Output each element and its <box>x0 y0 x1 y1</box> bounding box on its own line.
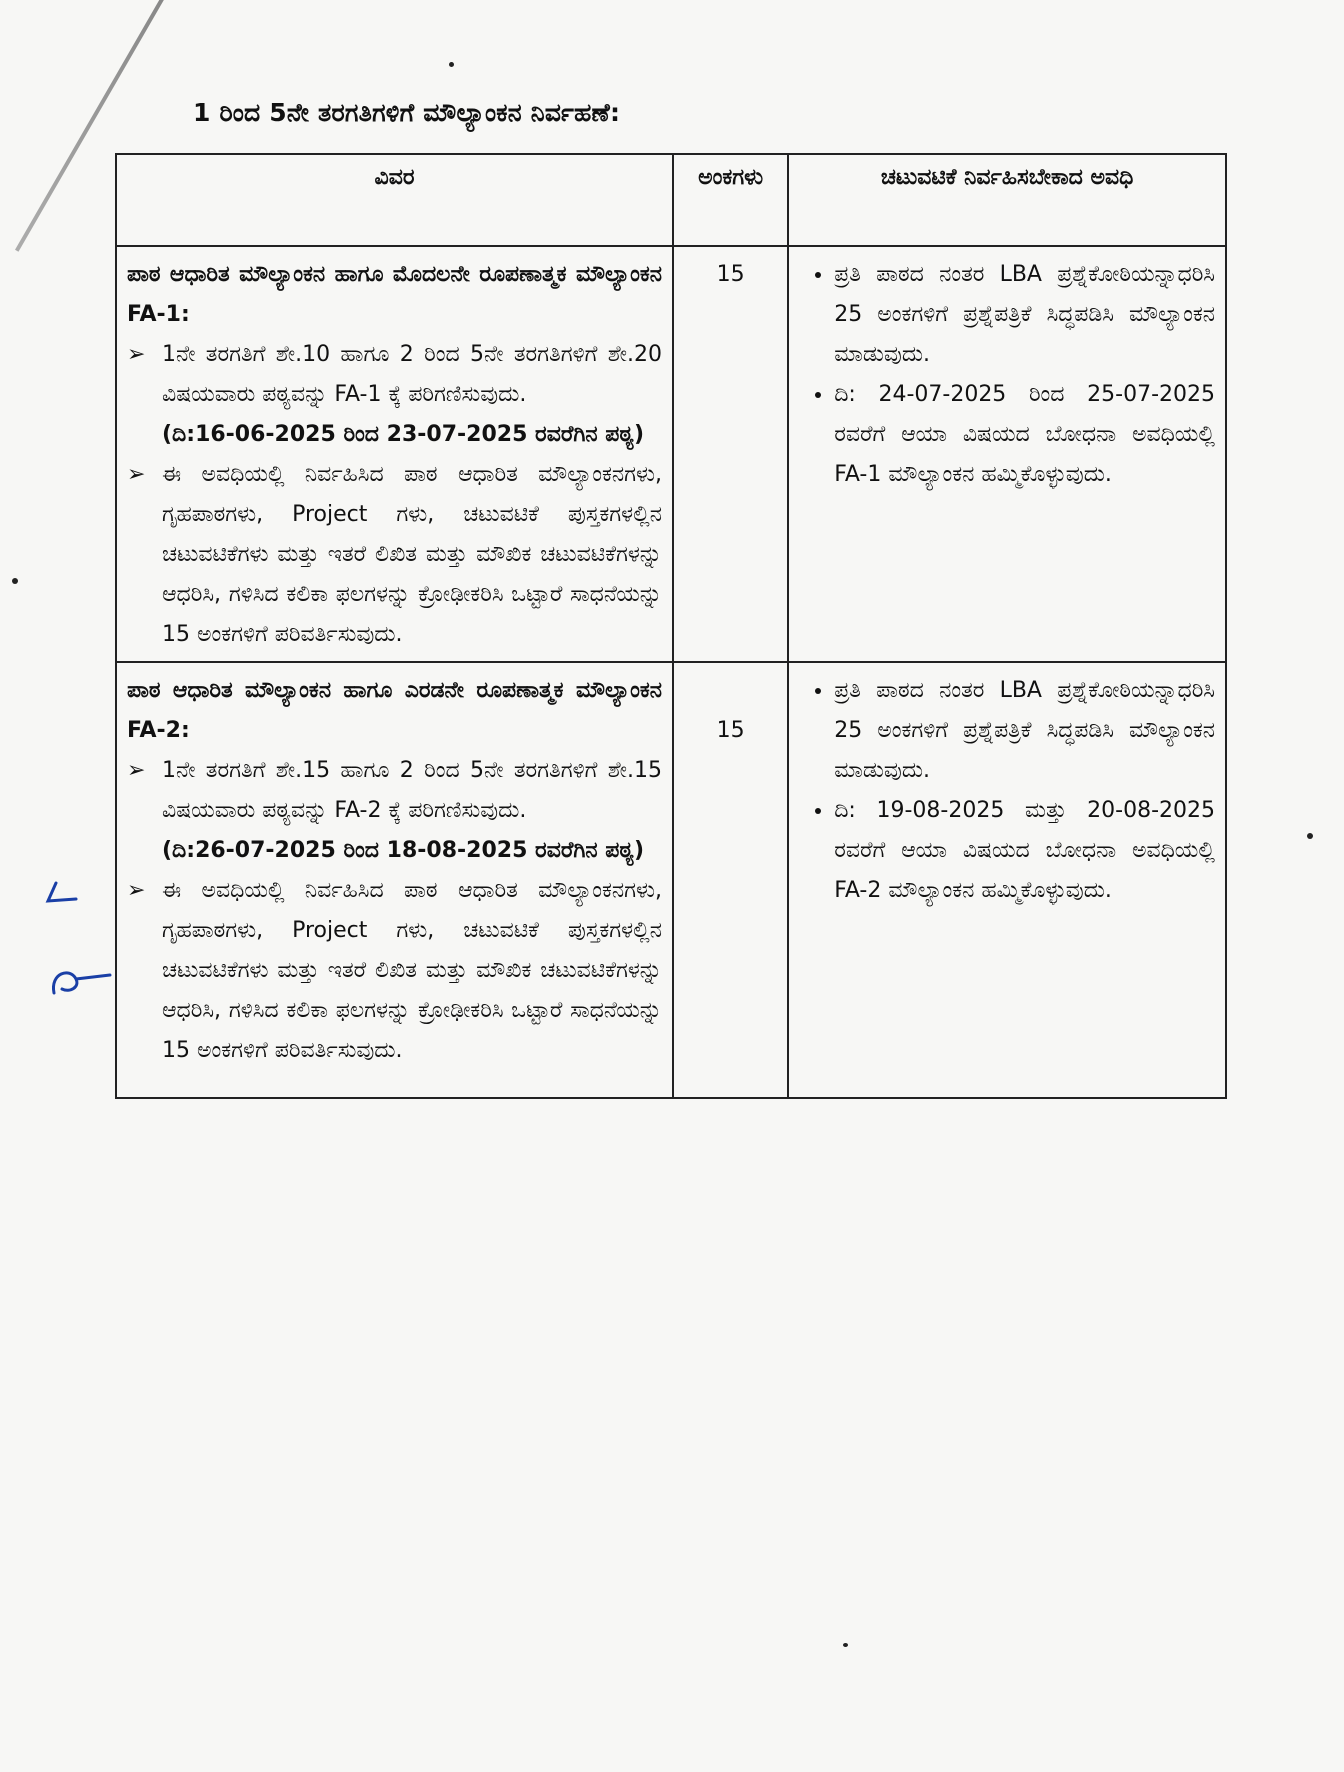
details-list <box>127 335 662 655</box>
syllabus-period: (ದಿ:26-07-2025 ರಿಂದ 18-08-2025 ರವರೆಗಿನ ಪಠ್ಯ) <box>162 838 645 863</box>
activity-cell <box>788 662 1226 1098</box>
list-item: • ದಿ: 24-07-2025 ರಿಂದ 25-07-2025 ರವರೆಗೆ ಆಯಾ ವಿಷಯದ ಬೋಧನಾ ಅವಧಿಯಲ್ಲಿ FA-1 ಮೌಲ್ಯಾಂಕನ ಹಮ್ಮಿಕೊಳ್ಳುವುದು. <box>834 375 1215 495</box>
header-activity-period: ಚಟುವಟಿಕೆ ನಿರ್ವಹಿಸಬೇಕಾದ ಅವಧಿ <box>788 154 1226 246</box>
list-item <box>127 335 662 455</box>
marks-cell: 15 <box>673 246 788 662</box>
activity-list <box>799 671 1215 911</box>
header-marks: ಅಂಕಗಳು <box>673 154 788 246</box>
list-item: • ಪ್ರತಿ ಪಾಠದ ನಂತರ LBA ಪ್ರಶ್ನೆಕೋಠಿಯನ್ನಾಧರಿಸಿ 25 ಅಂಕಗಳಿಗೆ ಪ್ರಶ್ನೆಪತ್ರಿಕೆ ಸಿದ್ಧಪಡಿಸಿ ಮೌಲ್ಯಾಂಕನ ಮಾಡುವುದು. <box>834 671 1215 791</box>
list-item: ➢ ಈ ಅವಧಿಯಲ್ಲಿ ನಿರ್ವಹಿಸಿದ ಪಾಠ ಆಧಾರಿತ ಮೌಲ್ಯಾಂಕನಗಳು, ಗೃಹಪಾಠಗಳು, Project ಗಳು, ಚಟುವಟಿಕೆ ಪುಸ್ತಕಗಳಲ್ಲಿನ ಚಟುವಟಿಕೆಗಳು ಮತ್ತು ಇತರೆ ಲಿಖಿತ ಮತ್ತು ಮೌಖಿಕ ಚಟುವಟಿಕೆಗಳನ್ನು ಆಧರಿಸಿ, ಗಳಿಸಿದ ಕಲಿಕಾ ಫಲಗಳನ್ನು ಕ್ರೋಢೀಕರಿಸಿ ಒಟ್ಟಾರೆ ಸಾಧನೆಯನ್ನು 15 ಅಂಕಗಳಿಗೆ ಪರಿವರ್ತಿಸುವುದು. <box>127 871 662 1071</box>
marks-cell <box>673 662 788 1098</box>
scan-speck <box>12 578 18 584</box>
assessment-table <box>115 153 1227 1099</box>
syllabus-share-text: ➢ 1ನೇ ತರಗತಿಗೆ ಶೇ.10 ಹಾಗೂ 2 ರಿಂದ 5ನೇ ತರಗತಿಗಳಿಗೆ ಶೇ.20 ವಿಷಯವಾರು ಪಠ್ಯವನ್ನು FA-1 ಕ್ಕೆ ಪರಿಗಣಿಸುವುದು. <box>162 342 662 407</box>
page-heading: 1 ರಿಂದ 5ನೇ ತರಗತಿಗಳಿಗೆ ಮೌಲ್ಯಾಂಕನ ನಿರ್ವಹಣೆ: <box>193 98 621 127</box>
syllabus-period: (ದಿ:16-06-2025 ರಿಂದ 23-07-2025 ರವರೆಗಿನ ಪಠ್ಯ) <box>162 422 645 447</box>
details-cell <box>116 246 673 662</box>
marks-value: 15 <box>716 718 745 743</box>
header-details: ವಿವರ <box>116 154 673 246</box>
details-cell <box>116 662 673 1098</box>
section-title: ಪಾಠ ಆಧಾರಿತ ಮೌಲ್ಯಾಂಕನ ಹಾಗೂ ಎರಡನೇ ರೂಪಣಾತ್ಮಕ ಮೌಲ್ಯಾಂಕನ FA-2: <box>127 678 662 743</box>
section-title: ಪಾಠ ಆಧಾರಿತ ಮೌಲ್ಯಾಂಕನ ಹಾಗೂ ಮೊದಲನೇ ರೂಪಣಾತ್ಮಕ ಮೌಲ್ಯಾಂಕನ FA-1: <box>127 262 662 327</box>
list-item: ➢ ಈ ಅವಧಿಯಲ್ಲಿ ನಿರ್ವಹಿಸಿದ ಪಾಠ ಆಧಾರಿತ ಮೌಲ್ಯಾಂಕನಗಳು, ಗೃಹಪಾಠಗಳು, Project ಗಳು, ಚಟುವಟಿಕೆ ಪುಸ್ತಕಗಳಲ್ಲಿನ ಚಟುವಟಿಕೆಗಳು ಮತ್ತು ಇತರೆ ಲಿಖಿತ ಮತ್ತು ಮೌಖಿಕ ಚಟುವಟಿಕೆಗಳನ್ನು ಆಧರಿಸಿ, ಗಳಿಸಿದ ಕಲಿಕಾ ಫಲಗಳನ್ನು ಕ್ರೋಢೀಕರಿಸಿ ಒಟ್ಟಾರೆ ಸಾಧನೆಯನ್ನು 15 ಅಂಕಗಳಿಗೆ ಪರಿವರ್ತಿಸುವುದು. <box>127 455 662 655</box>
scan-speck <box>843 1643 848 1647</box>
list-item: • ಪ್ರತಿ ಪಾಠದ ನಂತರ LBA ಪ್ರಶ್ನೆಕೋಠಿಯನ್ನಾಧರಿಸಿ 25 ಅಂಕಗಳಿಗೆ ಪ್ರಶ್ನೆಪತ್ರಿಕೆ ಸಿದ್ಧಪಡಿಸಿ ಮೌಲ್ಯಾಂಕನ ಮಾಡುವುದು. <box>834 255 1215 375</box>
details-list <box>127 751 662 1071</box>
table-header-row <box>116 154 1226 246</box>
list-item <box>127 751 662 871</box>
handwritten-pen-marks <box>40 875 120 1005</box>
table-row <box>116 662 1226 1098</box>
activity-cell <box>788 246 1226 662</box>
table-row <box>116 246 1226 662</box>
scan-speck <box>1307 833 1313 839</box>
scan-speck <box>449 62 454 67</box>
list-item: • ದಿ: 19-08-2025 ಮತ್ತು 20-08-2025 ರವರೆಗೆ ಆಯಾ ವಿಷಯದ ಬೋಧನಾ ಅವಧಿಯಲ್ಲಿ FA-2 ಮೌಲ್ಯಾಂಕನ ಹಮ್ಮಿಕೊಳ್ಳುವುದು. <box>834 791 1215 911</box>
syllabus-share-text: ➢ 1ನೇ ತರಗತಿಗೆ ಶೇ.15 ಹಾಗೂ 2 ರಿಂದ 5ನೇ ತರಗತಿಗಳಿಗೆ ಶೇ.15 ವಿಷಯವಾರು ಪಠ್ಯವನ್ನು FA-2 ಕ್ಕೆ ಪರಿಗಣಿಸುವುದು. <box>162 758 662 823</box>
activity-list <box>799 255 1215 495</box>
